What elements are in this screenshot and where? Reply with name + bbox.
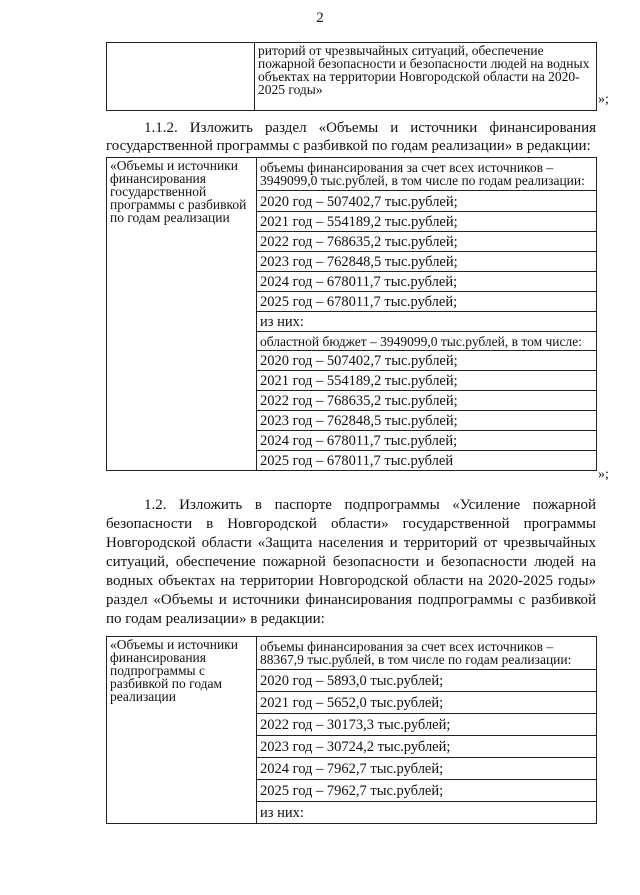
- top-table-right-cell: [255, 43, 597, 111]
- top-table-text: риторий от чрезвычайных ситуаций, обеспечение пожарной безопасности и безопасности людей на водных объектах на территории Новгородской области на 2020-2025 годы»: [258, 43, 590, 97]
- table1-intro: объемы финансирования за счет всех источников – 3949099,0 тыс.рублей, в том числе по годам реализации:: [260, 160, 585, 188]
- table2-year-2020: 2020 год – 5893,0 тыс.рублей;: [257, 669, 596, 691]
- table1-year-2023: 2023 год – 762848,5 тыс.рублей;: [257, 251, 596, 271]
- table1-left-text: «Объемы и источники финансирования государственной программы с разбивкой по годам реализации: [110, 158, 247, 225]
- table1-left-cell: [107, 158, 257, 471]
- top-table-closer: »;: [598, 92, 609, 107]
- top-table-left-cell: [107, 43, 255, 111]
- table1-oblast-year-2022: 2022 год – 768635,2 тыс.рублей;: [257, 390, 596, 410]
- table1-oblast-year-2020: 2020 год – 507402,7 тыс.рублей;: [257, 350, 596, 370]
- table1-iz-nih: из них:: [257, 311, 596, 331]
- table1-oblast-budget: областной бюджет – 3949099,0 тыс.рублей, в том числе:: [257, 331, 596, 350]
- table1-year-2025: 2025 год – 678011,7 тыс.рублей;: [257, 291, 596, 311]
- table1-oblast-year-2025: 2025 год – 678011,7 тыс.рублей: [257, 450, 596, 470]
- table2-right-cell: [257, 637, 597, 824]
- table-subprogram-financing: [106, 636, 597, 824]
- table2-intro: объемы финансирования за счет всех источников – 88367,9 тыс.рублей, в том числе по годам реализации:: [260, 639, 572, 667]
- table2-year-2024: 2024 год – 7962,7 тыс.рублей;: [257, 757, 596, 779]
- table1-oblast-year-2024: 2024 год – 678011,7 тыс.рублей;: [257, 430, 596, 450]
- table2-left-text: «Объемы и источники финансирования подпрограммы с разбивкой по годам реализации: [110, 637, 238, 704]
- paragraph-1-1-2: 1.1.2. Изложить раздел «Объемы и источники финансирования государственной программы с разбивкой по годам реализации» в редакции:: [106, 120, 596, 154]
- table1-year-2021: 2021 год – 554189,2 тыс.рублей;: [257, 211, 596, 231]
- table1-right-cell: [257, 158, 597, 471]
- table1-oblast-year-2023: 2023 год – 762848,5 тыс.рублей;: [257, 410, 596, 430]
- table1-closer: »;: [598, 467, 609, 482]
- paragraph-1-2: 1.2. Изложить в паспорте подпрограммы «Усиление пожарной безопасности в Новгородской области» государственной программы Новгородской области «Защита населения и территорий от чрезвычайных ситуаций, обеспечение пожарной безопасности и безопасности людей на водных объектах на территории Новгородской области на 2020-2025 годы» раздел «Объемы и источники финансирования подпрограммы с разбивкой по годам реализации» в редакции:: [106, 497, 596, 627]
- table1-year-2024: 2024 год – 678011,7 тыс.рублей;: [257, 271, 596, 291]
- table-state-program-financing: [106, 157, 597, 471]
- table2-year-2025: 2025 год – 7962,7 тыс.рублей;: [257, 779, 596, 801]
- table2-iz-nih: из них:: [257, 801, 596, 823]
- table2-year-2021: 2021 год – 5652,0 тыс.рублей;: [257, 691, 596, 713]
- table1-oblast-year-2021: 2021 год – 554189,2 тыс.рублей;: [257, 370, 596, 390]
- table1-year-2022: 2022 год – 768635,2 тыс.рублей;: [257, 231, 596, 251]
- table2-year-2023: 2023 год – 30724,2 тыс.рублей;: [257, 735, 596, 757]
- table1-year-2020: 2020 год – 507402,7 тыс.рублей;: [257, 190, 596, 211]
- table2-year-2022: 2022 год – 30173,3 тыс.рублей;: [257, 713, 596, 735]
- table2-left-cell: [107, 637, 257, 824]
- page-number: 2: [316, 10, 324, 26]
- top-table: [106, 42, 597, 111]
